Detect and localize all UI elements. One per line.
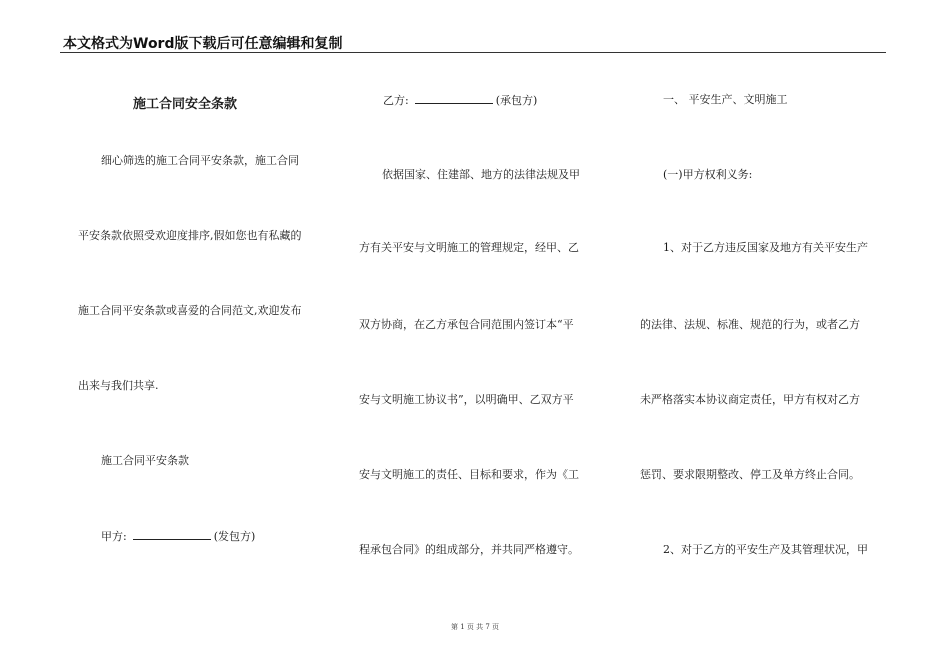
document-title: 施工合同安全条款 <box>133 97 238 112</box>
document-banner: 本文格式为Word版下载后可任意编辑和复制 <box>63 36 343 52</box>
party-b-role: (承包方) <box>495 94 538 107</box>
paragraph-line: 安与文明施工协议书”，以明确甲、乙双方平 <box>359 393 574 406</box>
section-heading: 施工合同平安条款 <box>101 454 189 467</box>
section-heading: 一、 平安生产、文明施工 <box>663 93 788 106</box>
paragraph-line: 2、对于乙方的平安生产及其管理状况，甲 <box>663 543 868 556</box>
paragraph-line: 细心筛选的施工合同平安条款，施工合同 <box>101 154 299 167</box>
header-divider <box>60 52 886 53</box>
paragraph-line: 依据国家、住建部、地方的法律法规及甲 <box>382 168 580 181</box>
paragraph-line: 的法律、法规、标准、规范的行为，或者乙方 <box>640 318 860 331</box>
paragraph-line: 未严格落实本协议商定责任，甲方有权对乙方 <box>640 393 860 406</box>
party-a-label: 甲方: <box>101 530 127 543</box>
party-a-line <box>101 529 255 544</box>
paragraph-line: 施工合同平安条款或喜爱的合同范文,欢迎发布 <box>78 304 302 317</box>
paragraph-line: 惩罚、要求限期整改、停工及单方终止合同。 <box>640 468 860 481</box>
party-a-blank <box>133 529 211 540</box>
paragraph-line: 程承包合同》的组成部分，并共同严格遵守。 <box>359 543 579 556</box>
paragraph-line: 平安条款依照受欢迎度排序,假如您也有私藏的 <box>78 229 302 242</box>
subsection-heading: (一)甲方权利义务: <box>663 168 753 181</box>
paragraph-line: 方有关平安与文明施工的管理规定，经甲、乙 <box>359 241 579 254</box>
paragraph-line: 双方协商，在乙方承包合同范围内签订本“平 <box>359 318 574 331</box>
party-b-blank <box>415 93 493 104</box>
page-number: 第 1 页 共 7 页 <box>450 623 500 631</box>
paragraph-line: 安与文明施工的责任、目标和要求，作为《工 <box>359 468 579 481</box>
party-a-role: (发包方) <box>213 530 256 543</box>
paragraph-line: 出来与我们共享. <box>78 379 159 392</box>
party-b-line <box>383 93 537 108</box>
paragraph-line: 1、对于乙方违反国家及地方有关平安生产 <box>663 241 868 254</box>
party-b-label: 乙方: <box>383 94 409 107</box>
